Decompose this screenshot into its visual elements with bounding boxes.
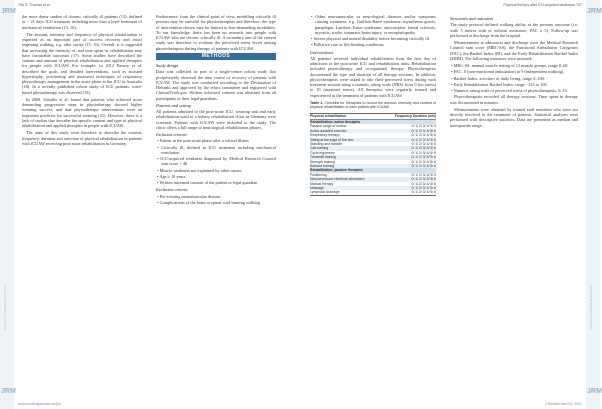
- paragraph: The study protocol defined walking ability as the primary outcome (i.e. walk 5 metres with or without assistance, FAC ≥ 3). Follow-up was performed at discharge from the hospital.: [450, 22, 578, 38]
- list-item: • MRC-SS: manual muscle testing of 12 muscle groups, range 0–60.: [450, 63, 578, 68]
- table-cell-label: Lymphatic drainage: [310, 190, 340, 195]
- paragraph: Data was collected as part of a single-centre cohort study that prospectively observed the time course of recovery of patients with ICUAW. The study was conducted according to the Declaration of Helsinki and approved by the ethics committee and registered with ClinicalTrials.gov. Written informed consent was obtained from all participants or their legal guardians.: [156, 69, 276, 101]
- table-header-cell: Frequency Duration (min): [394, 114, 436, 119]
- paragraph: Furthermore, from the clinical point of view, modelling critically ill persons may be stressful for physiotherapists and therefore, the type of intervention chosen may be limited to less-demanding modalities. To our knowledge, there has been no research into people with ICUAW who are chronic critically ill. A secondary aim of the current study was therefore to evaluate the perceived stress levels among physiotherapists during therapy of patients with ICUAW.: [156, 14, 276, 51]
- list-item: • Numeric rating scale of perceived stress of physiotherapists, 0–10.: [450, 88, 578, 93]
- list-item: • Barthel Index: activities of daily living, range 0–100.: [450, 76, 578, 81]
- section-heading-methods: METHODS: [156, 53, 276, 60]
- paragraph: Measurements at admission and discharge were the Medical Research Council sum score (MRC-SS), the Functional Ambulation Categories (FAC), the Barthel Index (BI), and the Early Rehabilitation Barthel Index (ERBI). The following measures were assessed:: [450, 40, 578, 61]
- table-cell-value: 0/ 1/ 2/ 3/ 4/ 5/ 6: [411, 186, 436, 191]
- journal-vertical-text: Journal of Rehabilitation Medicine: [589, 284, 593, 330]
- right-sidebar: [586, 0, 600, 409]
- paragraph: All patients received individual rehabilitation from the first day of admission to the post-acute ICU and rehabilitation units. Rehabilitation included physiotherapy and occupational therapy. Physiotherapists documented the type and duration of all therapy sessions. In addition, physiotherapists were asked to rate their perceived stress during each treatment session using a numeric rating scale (NRS) from 0 (no stress) to 10 (maximal stress). All therapists were regularly trained and experienced in the treatment of patients with ICUAW.: [310, 55, 436, 98]
- table-cell-value: 0/ 1/ 2/ 3/ 4/ 5/ 6: [411, 159, 436, 164]
- page-footer-url[interactable]: www.medicaljournals.se/jrm: [18, 402, 62, 406]
- table-cell-label: Massage: [310, 186, 324, 191]
- list-item: • Complications of the brain or spinal cord limiting walking: [156, 200, 276, 205]
- table-cell-value: 0/ 1/ 2/ 3/ 4/ 5/ 6: [411, 155, 436, 160]
- table-cell-label: Neuromuscular electrical stimulation: [310, 177, 365, 182]
- list-item: • FAC: 0 (non-functional ambulation) to 5 (independent walking).: [450, 69, 578, 74]
- list-item: • Palliative care or life-limiting conditions.: [310, 42, 436, 47]
- table-cell-label: Sitting at the edge of the bed: [310, 137, 354, 142]
- subheading: Interventions: [310, 49, 334, 55]
- table-cell-label: Passive range of motion: [310, 124, 347, 129]
- table-cell-label: Active-assisted exercise: [310, 128, 347, 133]
- list-item: • ICU-acquired weakness diagnosed by Medical Research Council sum score < 48: [156, 156, 276, 167]
- journal-side-label-bottom: JRM: [1, 388, 16, 395]
- list-item: • Pre-existing neuromuscular disease: [156, 194, 276, 199]
- table-header-cell: Physical rehabilitation: [310, 114, 346, 119]
- paragraph: Physiotherapists recorded all therapy sessions. Time spent in therapy was documented in minutes.: [450, 94, 578, 105]
- table-cell-label: Respiratory therapy: [310, 133, 340, 138]
- journal-side-label: JRM: [1, 8, 16, 15]
- list-item: • Other neuromuscular or neurological diseases and/or symptoms causing weakness, e.g. Guillain-Barré syndrome, myasthenia gravis, paraplegia, Lambert–Eaton syndrome, amyotrophic lateral sclerosis, myositis, stroke, traumatic brain injury, or encephalopathy.: [310, 14, 436, 35]
- table-cell-value: 0/ 1/ 2/ 3/ 4/ 5/ 6: [411, 181, 436, 186]
- list-item: • Early Rehabilitation Barthel Index: range −325 to 100.: [450, 82, 578, 87]
- table-cell-value: 0/ 1/ 2/ 3/ 4/ 5/ 6: [411, 142, 436, 146]
- paragraph: the more dense studies of chronic critically ill patients (12); defined as > 21 days ICU treatment including more than a level treatment of mechanical ventilation (13, 16).: [22, 14, 142, 30]
- table-cell-value: 0/ 1/ 2/ 3/ 4/ 5/ 6: [411, 164, 436, 169]
- left-column-1: [22, 14, 142, 148]
- table-cell-value: 0/ 1/ 2/ 3/ 4/ 5/ 6: [411, 177, 436, 182]
- table-cell-label: Balance training: [310, 164, 335, 169]
- table-cell-value: 0/ 1/ 2/ 3/ 4/ 5/ 6: [411, 133, 436, 138]
- paragraph: The aims of this study were therefore to describe the content, frequency, duration and outcome of physical rehabilitation in patients with ICUAW receiving post-acute rehabilitation in Germany.: [22, 130, 142, 146]
- subheading: Study design: [156, 63, 179, 68]
- therapy-checklist-table: [310, 113, 436, 196]
- page-footer-citation: J Rehabil Med 53, 2021: [545, 402, 582, 406]
- list-item: • Age ≥ 18 years: [156, 174, 276, 179]
- list-item: • Written informed consent of the patient or legal guardian: [156, 180, 276, 185]
- journal-side-label: JRM: [587, 8, 602, 15]
- table-cell-label: Rehabilitation: passive therapies: [310, 168, 363, 173]
- list-item: • Muscle weakness not explained by other causes: [156, 168, 276, 173]
- paragraph: The amount, intensity and frequency of physical rehabilitation is expected as an important part of success recovery and intact regaining walking, e.g. after stroke (15, 16). Overall, it is suggested that increasing the intensity of, and time spent in, rehabilitation may have favourable outcomes (17). Some studies have described the content and amount of physical rehabilitation and applied therapies for people with ICUAW. For example, in 2012 Berney et al. described the goals and detailed interventions, such as assisted hypertrophy, positioning and measured techniques of respiratory physiotherapy management in the acute phase to the ICU in Australia (18). In a recently published cohort study of ICU patients, ward-based physiotherapy was observed (19).: [22, 31, 142, 95]
- table-cell-value: 0/ 1/ 2/ 3/ 4/ 5/ 6: [411, 137, 436, 142]
- table-cell-value: 0/ 1/ 2/ 3/ 4/ 5/ 6: [411, 150, 436, 155]
- table-cell-label: Gait training: [310, 146, 329, 151]
- table-cell-label: Treadmill training: [310, 155, 336, 160]
- paragraph: All patients admitted to the post-acute ICU, weaning unit and early rehabilitation ward of a tertiary rehabilitation clinic in Germany were screened. Patients with ICUAW were included in the study. The clinic offers a full range of neurological rehabilitation phases.: [156, 109, 276, 130]
- table-cell-value: 0/ 1/ 2/ 3/ 4/ 5/ 6: [411, 172, 436, 177]
- right-column-2: [450, 14, 578, 130]
- right-page: [300, 0, 600, 409]
- table-cell-label: Cycle ergometry: [310, 150, 335, 155]
- subheading: Exclusion criteria: [156, 187, 188, 193]
- table-body: [310, 120, 436, 195]
- table-cell-label: Rehabilitation: active therapies: [310, 119, 361, 124]
- table-cell-label: Standing and transfer: [310, 142, 343, 146]
- table-cell-value: 0/ 1/ 2/ 3/ 4/ 5/ 6: [411, 128, 436, 133]
- paragraph: In 2009, Schaller et al. found that patients who achieved more demanding progression steps in physiotherapy showed higher weaning success, and that physiotherapy interventions were an important predictor for successful weaning (21). However, there is a lack of studies that describe the specific content and type of physical rehabilitation and applied therapies in people with ICUAW.: [22, 96, 142, 128]
- list-item: • Severe physical and mental disability before becoming critically ill.: [310, 36, 436, 41]
- left-column-2: [156, 14, 276, 206]
- page-header: Physical therapy after ICU-acquired weakness 757: [503, 3, 582, 7]
- list-item: • Patient in the post-acute phase after a critical illness: [156, 138, 276, 143]
- table-caption-text: Checklist for therapists to record the amount, intensity and content of physical rehabilitation of each patient with ICUAW: [310, 100, 437, 110]
- list-item: • Critically ill, defined as ICU treatment including mechanical ventilation: [156, 145, 276, 156]
- table-caption: [310, 101, 436, 110]
- table-cell-label: Strength training: [310, 159, 335, 164]
- table-cell-value: 0/ 1/ 2/ 3/ 4/ 5/ 6: [411, 190, 436, 195]
- subheading: Inclusion criteria: [156, 132, 187, 137]
- journal-vertical-text: Journal of Rehabilitation Medicine: [3, 284, 7, 330]
- table-cell-value: 0/ 1/ 2/ 3/ 4/ 5/ 6: [411, 124, 436, 129]
- right-column-1: [310, 14, 436, 196]
- page-header: 756 G. Thomas et al.: [18, 3, 51, 7]
- subheading: Structures and outcomes: [450, 16, 494, 21]
- table-caption-label: Table 1.: [310, 100, 324, 105]
- table-row: [310, 190, 436, 194]
- table-cell-value: 0/ 1/ 2/ 3/ 4/ 5/ 6: [411, 146, 436, 151]
- paragraph: Measurements were obtained by trained staff members who were not directly involved in the treatment of patients. Statistical analyses were performed with descriptive statistics. Data are presented as median and interquartile range.: [450, 106, 578, 128]
- journal-side-label-bottom: JRM: [587, 388, 602, 395]
- table-cell-label: Positioning: [310, 172, 327, 177]
- subheading: Patients and setting: [156, 102, 191, 108]
- left-sidebar: [0, 0, 14, 409]
- table-cell-label: Manual therapy: [310, 181, 334, 186]
